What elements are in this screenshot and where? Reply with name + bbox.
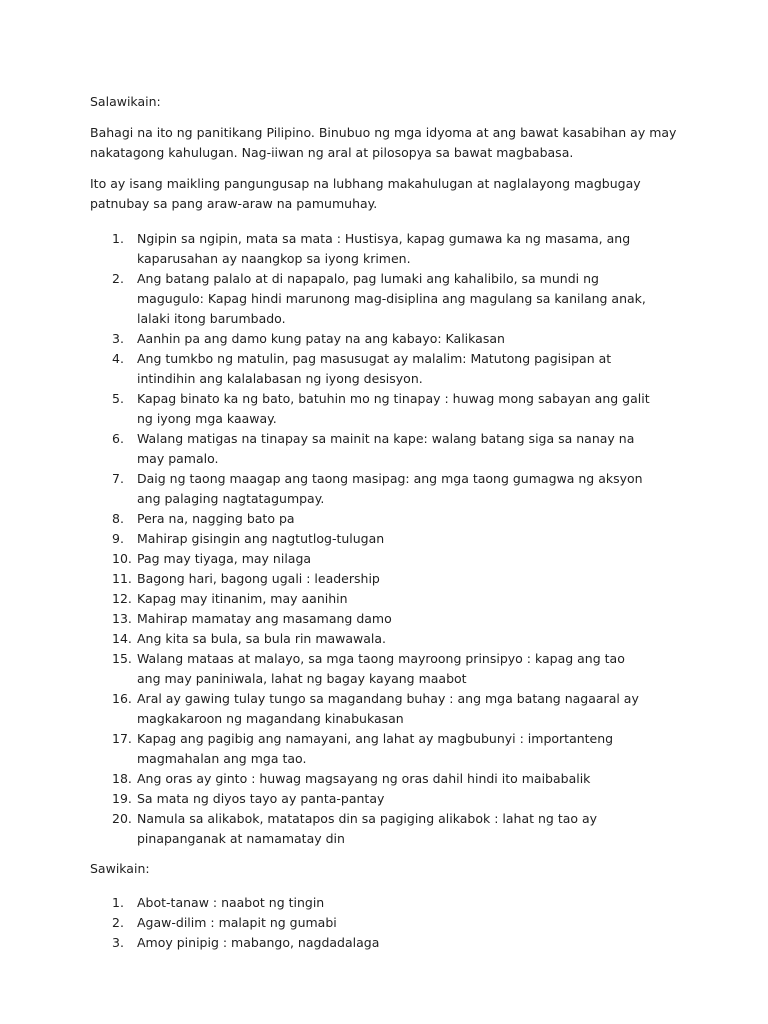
item-number: 12. — [112, 591, 132, 606]
salawikain-paragraph-1: Bahagi na ito ng panitikang Pilipino. Binubuo ng mga idyoma at ang bawat kasabihan ay may nakatagong kahulugan. Nag-iiwan ng aral at pilosopya sa bawat magbabasa. — [90, 125, 677, 160]
item-text: Aanhin pa ang damo kung patay na ang kabayo: Kalikasan — [137, 331, 505, 346]
item-number: 20. — [112, 811, 132, 826]
item-number: 4. — [112, 351, 124, 366]
list-item — [90, 769, 650, 789]
list-item — [90, 469, 650, 509]
document-page — [90, 92, 690, 963]
item-number: 19. — [112, 791, 132, 806]
list-item — [90, 789, 650, 809]
item-number: 15. — [112, 651, 132, 666]
item-text: Bagong hari, bagong ugali : leadership — [137, 571, 380, 586]
list-item — [90, 933, 650, 953]
item-number: 14. — [112, 631, 132, 646]
salawikain-list — [90, 229, 650, 849]
item-text: Kapag may itinanim, may aanihin — [137, 591, 348, 606]
list-item — [90, 649, 650, 689]
list-item — [90, 549, 650, 569]
item-text: Aral ay gawing tulay tungo sa magandang buhay : ang mga batang nagaaral ay magkakaroon ng magandang kinabukasan — [137, 691, 639, 726]
item-text: Ang oras ay ginto : huwag magsayang ng oras dahil hindi ito maibabalik — [137, 771, 591, 786]
list-item — [90, 569, 650, 589]
list-item — [90, 269, 650, 329]
item-text: Abot-tanaw : naabot ng tingin — [137, 895, 325, 910]
list-item — [90, 349, 650, 389]
item-number: 3. — [112, 331, 124, 346]
item-number: 2. — [112, 271, 124, 286]
list-item — [90, 689, 650, 729]
item-text: Ang batang palalo at di napapalo, pag lumaki ang kahalibilo, sa mundi ng magugulo: Kapag hindi marunong mag-disiplina ang magulang sa kanilang anak, lalaki itong barumbado. — [137, 271, 646, 326]
list-item — [90, 809, 650, 849]
list-item — [90, 329, 650, 349]
item-text: Walang matigas na tinapay sa mainit na kape: walang batang siga sa nanay na may pamalo. — [137, 431, 635, 466]
item-text: Walang mataas at malayo, sa mga taong mayroong prinsipyo : kapag ang tao ang may paniniwala, lahat ng bagay kayang maabot — [137, 651, 625, 686]
item-text: Kapag binato ka ng bato, batuhin mo ng tinapay : huwag mong sabayan ang galit ng iyong mga kaaway. — [137, 391, 650, 426]
list-item — [90, 629, 650, 649]
item-number: 18. — [112, 771, 132, 786]
item-text: Amoy pinipig : mabango, nagdadalaga — [137, 935, 380, 950]
item-text: Ang tumkbo ng matulin, pag masusugat ay malalim: Matutong pagisipan at intindihin ang kalalabasan ng iyong desisyon. — [137, 351, 612, 386]
item-number: 16. — [112, 691, 132, 706]
salawikain-heading: Salawikain: — [90, 94, 161, 109]
list-item — [90, 609, 650, 629]
item-text: Agaw-dilim : malapit ng gumabi — [137, 915, 337, 930]
item-number: 8. — [112, 511, 124, 526]
item-number: 6. — [112, 431, 124, 446]
item-number: 13. — [112, 611, 132, 626]
item-text: Daig ng taong maagap ang taong masipag: ang mga taong gumagwa ng aksyon ang palaging nagtatagumpay. — [137, 471, 643, 506]
item-text: Kapag ang pagibig ang namayani, ang lahat ay magbubunyi : importanteng magmahalan ang mga tao. — [137, 731, 614, 766]
item-text: Ang kita sa bula, sa bula rin mawawala. — [137, 631, 387, 646]
item-number: 1. — [112, 231, 124, 246]
item-number: 1. — [112, 895, 124, 910]
item-number: 5. — [112, 391, 124, 406]
item-number: 11. — [112, 571, 132, 586]
list-item — [90, 589, 650, 609]
list-item — [90, 229, 650, 269]
list-item — [90, 389, 650, 429]
item-number: 17. — [112, 731, 132, 746]
item-text: Pag may tiyaga, may nilaga — [137, 551, 312, 566]
item-text: Mahirap gisingin ang nagtutlog-tulugan — [137, 531, 385, 546]
item-number: 3. — [112, 935, 124, 950]
salawikain-paragraph-2: Ito ay isang maikling pangungusap na lubhang makahulugan at naglalayong magbugay patnubay sa pang araw-araw na pamumuhay. — [90, 176, 641, 211]
list-item — [90, 429, 650, 469]
item-text: Ngipin sa ngipin, mata sa mata : Hustisya, kapag gumawa ka ng masama, ang kaparusahan ay naangkop sa iyong krimen. — [137, 231, 631, 266]
item-number: 10. — [112, 551, 132, 566]
sawikain-heading: Sawikain: — [90, 861, 150, 876]
item-number: 2. — [112, 915, 124, 930]
item-text: Pera na, nagging bato pa — [137, 511, 295, 526]
list-item — [90, 913, 650, 933]
list-item — [90, 509, 650, 529]
sawikain-list — [90, 893, 650, 953]
list-item — [90, 729, 650, 769]
list-item — [90, 529, 650, 549]
item-number: 7. — [112, 471, 124, 486]
item-text: Namula sa alikabok, matatapos din sa pagiging alikabok : lahat ng tao ay pinapanganak at namamatay din — [137, 811, 598, 846]
item-number: 9. — [112, 531, 124, 546]
item-text: Mahirap mamatay ang masamang damo — [137, 611, 392, 626]
item-text: Sa mata ng diyos tayo ay panta-pantay — [137, 791, 385, 806]
list-item — [90, 893, 650, 913]
